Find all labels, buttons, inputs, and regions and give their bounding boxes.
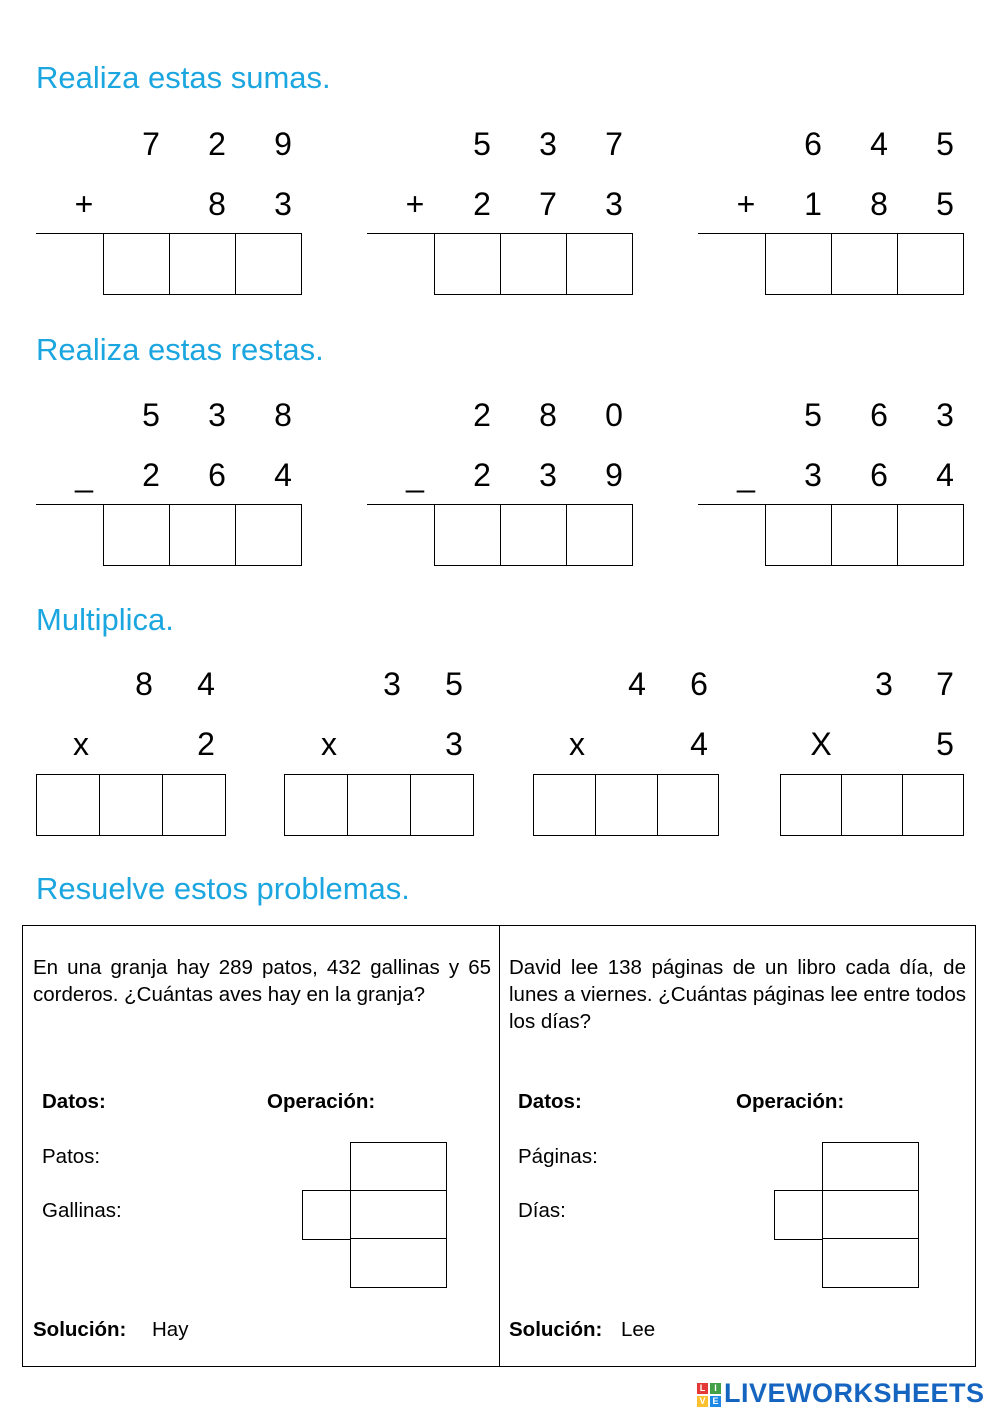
solucion-label: Solución: (33, 1318, 127, 1341)
operation-box[interactable] (350, 1142, 447, 1192)
top-digit: 0 (605, 397, 623, 433)
data-label-dias: Días: (518, 1199, 566, 1222)
answer-box[interactable] (434, 233, 501, 295)
result-line (367, 233, 435, 234)
problem-text: David lee 138 páginas de un libro cada día, de lunes a viernes. ¿Cuántas páginas lee entre todos los días? (509, 956, 966, 1033)
answer-box[interactable] (841, 774, 903, 836)
bottom-digit: 5 (936, 186, 954, 222)
bottom-digit: 2 (473, 457, 491, 493)
top-digit: 5 (473, 126, 491, 162)
answer-box[interactable] (765, 504, 832, 566)
resta-problem (36, 397, 302, 567)
result-line (36, 504, 104, 505)
data-label-patos: Patos: (42, 1145, 101, 1168)
plus-sign: + (74, 186, 94, 222)
data-label-paginas: Páginas: (518, 1145, 598, 1168)
problem-cell (23, 926, 499, 1366)
operation-box[interactable] (822, 1190, 919, 1240)
bottom-digit: 8 (870, 186, 888, 222)
bottom-digit: 2 (197, 726, 215, 762)
answer-box[interactable] (902, 774, 964, 836)
bottom-digit: 1 (804, 186, 822, 222)
top-digit: 3 (875, 666, 893, 702)
answer-box[interactable] (831, 504, 898, 566)
answer-box[interactable] (103, 504, 170, 566)
result-line (698, 504, 766, 505)
answer-box[interactable] (169, 504, 236, 566)
operation-box[interactable] (350, 1190, 447, 1240)
times-sign: X (810, 726, 832, 762)
heading-sumas: Realiza estas sumas. (36, 60, 331, 95)
answer-box[interactable] (99, 774, 163, 836)
top-digit: 4 (628, 666, 646, 702)
heading-multiplica: Multiplica. (36, 602, 174, 637)
multiplica-problem (533, 666, 719, 836)
answer-box[interactable] (657, 774, 719, 836)
result-line (698, 233, 766, 234)
live-grid-icon (697, 1383, 721, 1407)
answer-box[interactable] (169, 233, 236, 295)
result-line (36, 233, 104, 234)
top-digit: 3 (936, 397, 954, 433)
answer-box[interactable] (897, 233, 964, 295)
operation-box[interactable] (822, 1142, 919, 1192)
times-sign: x (73, 726, 89, 762)
top-digit: 3 (539, 126, 557, 162)
answer-box[interactable] (434, 504, 501, 566)
multiplica-problem (36, 666, 226, 836)
bottom-digit: 2 (142, 457, 160, 493)
top-digit: 6 (804, 126, 822, 162)
data-label-gallinas: Gallinas: (42, 1199, 122, 1222)
top-digit: 3 (383, 666, 401, 702)
answer-box[interactable] (765, 233, 832, 295)
logo-square: V (697, 1396, 708, 1407)
answer-box[interactable] (36, 774, 100, 836)
top-digit: 2 (208, 126, 226, 162)
top-digit: 7 (936, 666, 954, 702)
answer-box[interactable] (831, 233, 898, 295)
suma-problem (367, 126, 633, 296)
solucion-text: Lee (621, 1318, 656, 1341)
top-digit: 7 (142, 126, 160, 162)
bottom-digit: 4 (690, 726, 708, 762)
top-digit: 4 (870, 126, 888, 162)
bottom-digit: 4 (274, 457, 292, 493)
bottom-digit: 8 (208, 186, 226, 222)
result-line (367, 504, 435, 505)
answer-box[interactable] (533, 774, 596, 836)
times-sign: x (569, 726, 585, 762)
multiplica-problem (284, 666, 474, 836)
bottom-digit: 3 (539, 457, 557, 493)
top-digit: 5 (804, 397, 822, 433)
answer-box[interactable] (162, 774, 226, 836)
multiplica-problem (780, 666, 964, 836)
logo-square: L (697, 1383, 708, 1394)
top-digit: 3 (208, 397, 226, 433)
bottom-digit: 4 (936, 457, 954, 493)
top-digit: 2 (473, 397, 491, 433)
bottom-digit: 9 (605, 457, 623, 493)
top-digit: 8 (135, 666, 153, 702)
plus-sign: + (736, 186, 756, 222)
minus-sign: _ (737, 457, 755, 493)
solucion-text: Hay (152, 1318, 189, 1341)
logo-square: I (710, 1383, 721, 1394)
datos-label: Datos: (518, 1090, 582, 1113)
top-digit: 8 (539, 397, 557, 433)
answer-box[interactable] (500, 233, 567, 295)
top-digit: 4 (197, 666, 215, 702)
minus-sign: _ (406, 457, 424, 493)
heading-restas: Realiza estas restas. (36, 332, 324, 367)
top-digit: 8 (274, 397, 292, 433)
answer-box[interactable] (347, 774, 411, 836)
problem-cell (500, 926, 975, 1366)
bottom-digit: 3 (605, 186, 623, 222)
answer-box[interactable] (595, 774, 658, 836)
top-digit: 6 (690, 666, 708, 702)
minus-sign: _ (75, 457, 93, 493)
solucion-label: Solución: (509, 1318, 603, 1341)
answer-box[interactable] (284, 774, 348, 836)
top-digit: 6 (870, 397, 888, 433)
problem-text: En una granja hay 289 patos, 432 gallinas y 65 corderos. ¿Cuántas aves hay en la granja? (33, 956, 491, 1006)
top-digit: 5 (142, 397, 160, 433)
answer-box[interactable] (410, 774, 474, 836)
operacion-label: Operación: (736, 1090, 845, 1113)
answer-box[interactable] (566, 233, 633, 295)
bottom-digit: 3 (804, 457, 822, 493)
datos-label: Datos: (42, 1090, 106, 1113)
bottom-digit: 5 (936, 726, 954, 762)
answer-box[interactable] (235, 233, 302, 295)
resta-problem (367, 397, 633, 567)
logo-text: LIVEWORKSHEETS (724, 1378, 985, 1408)
top-digit: 9 (274, 126, 292, 162)
resta-problem (698, 397, 964, 567)
bottom-digit: 3 (445, 726, 463, 762)
operator-box[interactable] (302, 1190, 351, 1240)
logo-square: E (710, 1396, 721, 1407)
bottom-digit: 7 (539, 186, 557, 222)
times-sign: x (321, 726, 337, 762)
liveworksheets-logo (697, 1378, 997, 1410)
answer-box[interactable] (780, 774, 842, 836)
answer-box[interactable] (103, 233, 170, 295)
top-digit: 5 (936, 126, 954, 162)
answer-box[interactable] (897, 504, 964, 566)
top-digit: 5 (445, 666, 463, 702)
bottom-digit: 2 (473, 186, 491, 222)
operator-box[interactable] (774, 1190, 823, 1240)
answer-box[interactable] (500, 504, 567, 566)
answer-box[interactable] (566, 504, 633, 566)
result-box[interactable] (350, 1238, 447, 1288)
bottom-digit: 3 (274, 186, 292, 222)
problems-table (22, 925, 976, 1367)
plus-sign: + (405, 186, 425, 222)
suma-problem (698, 126, 964, 296)
bottom-digit: 6 (208, 457, 226, 493)
result-box[interactable] (822, 1238, 919, 1288)
suma-problem (36, 126, 302, 296)
operacion-label: Operación: (267, 1090, 376, 1113)
top-digit: 7 (605, 126, 623, 162)
heading-problemas: Resuelve estos problemas. (36, 871, 410, 906)
bottom-digit: 6 (870, 457, 888, 493)
answer-box[interactable] (235, 504, 302, 566)
